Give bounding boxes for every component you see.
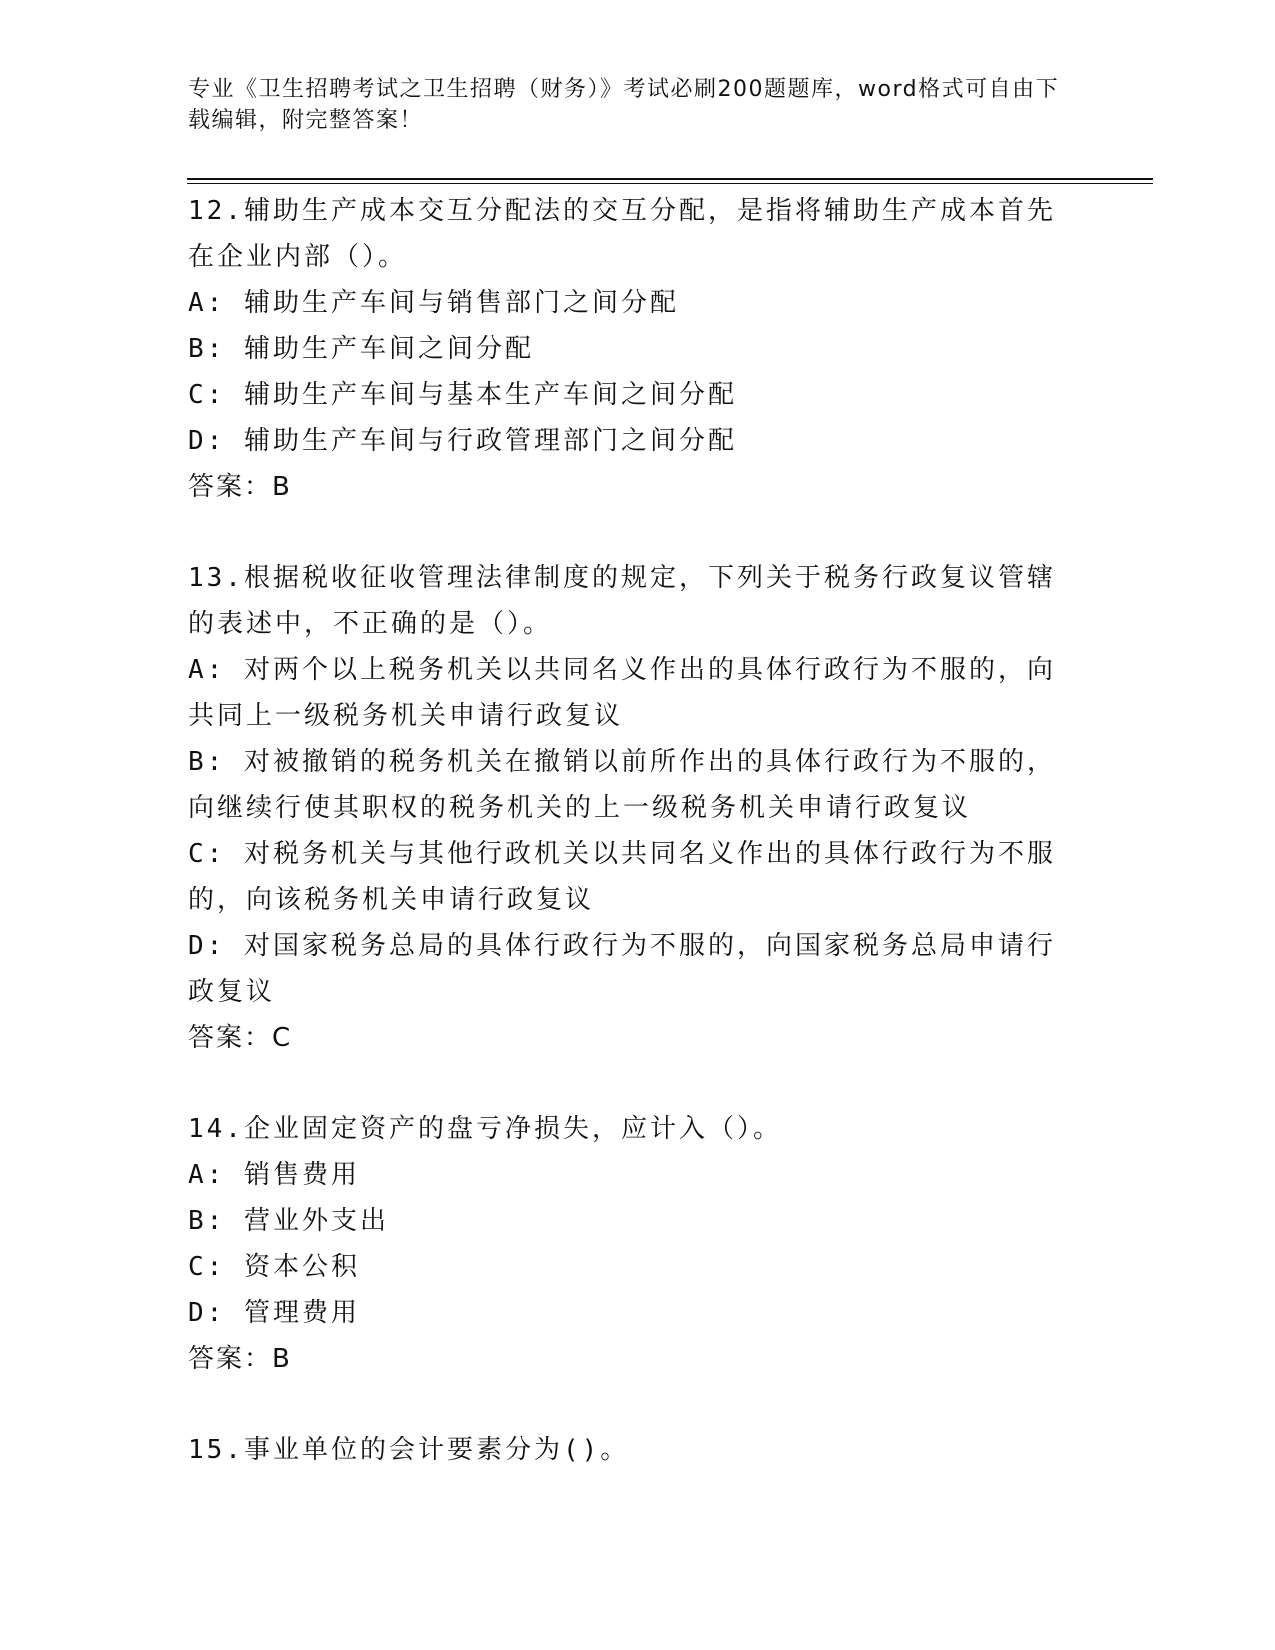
option-d: D: 对国家税务总局的具体行政行为不服的，向国家税务总局申请行政复议 — [188, 931, 1056, 1007]
option-d: D: 辅助生产车间与行政管理部门之间分配 — [188, 426, 737, 456]
option-c: C: 资本公积 — [188, 1252, 360, 1282]
question-stem: 14.企业固定资产的盘亏净损失，应计入（）。 — [188, 1114, 782, 1144]
question-stem: 12.辅助生产成本交互分配法的交互分配，是指将辅助生产成本首先在企业内部（）。 — [188, 196, 1056, 272]
question-14 — [188, 1106, 1078, 1382]
answer: 答案：C — [188, 1023, 293, 1053]
header-rule-thick — [187, 178, 1153, 180]
question-list — [188, 188, 1078, 1473]
option-b: B: 辅助生产车间之间分配 — [188, 334, 534, 364]
option-c: C: 辅助生产车间与基本生产车间之间分配 — [188, 380, 737, 410]
question-15 — [188, 1427, 1078, 1473]
option-a: A: 辅助生产车间与销售部门之间分配 — [188, 288, 679, 318]
option-b: B: 对被撤销的税务机关在撤销以前所作出的具体行政行为不服的，向继续行使其职权的税务机关的上一级税务机关申请行政复议 — [188, 747, 1056, 823]
header-rule-thin — [187, 183, 1153, 184]
question-13 — [188, 555, 1078, 1061]
question-stem: 15.事业单位的会计要素分为()。 — [188, 1435, 630, 1465]
option-a: A: 对两个以上税务机关以共同名义作出的具体行政行为不服的，向共同上一级税务机关申请行政复议 — [188, 655, 1056, 731]
answer: 答案：B — [188, 472, 292, 502]
answer: 答案：B — [188, 1344, 292, 1374]
question-stem: 13.根据税收征收管理法律制度的规定，下列关于税务行政复议管辖的表述中，不正确的是（）。 — [188, 563, 1056, 639]
option-c: C: 对税务机关与其他行政机关以共同名义作出的具体行政行为不服的，向该税务机关申请行政复议 — [188, 839, 1056, 915]
option-b: B: 营业外支出 — [188, 1206, 389, 1236]
question-12 — [188, 188, 1078, 510]
option-a: A: 销售费用 — [188, 1160, 360, 1190]
option-d: D: 管理费用 — [188, 1298, 360, 1328]
document-header: 专业《卫生招聘考试之卫生招聘（财务）》考试必刷200题题库，word格式可自由下载编辑，附完整答案！ — [188, 77, 1060, 133]
